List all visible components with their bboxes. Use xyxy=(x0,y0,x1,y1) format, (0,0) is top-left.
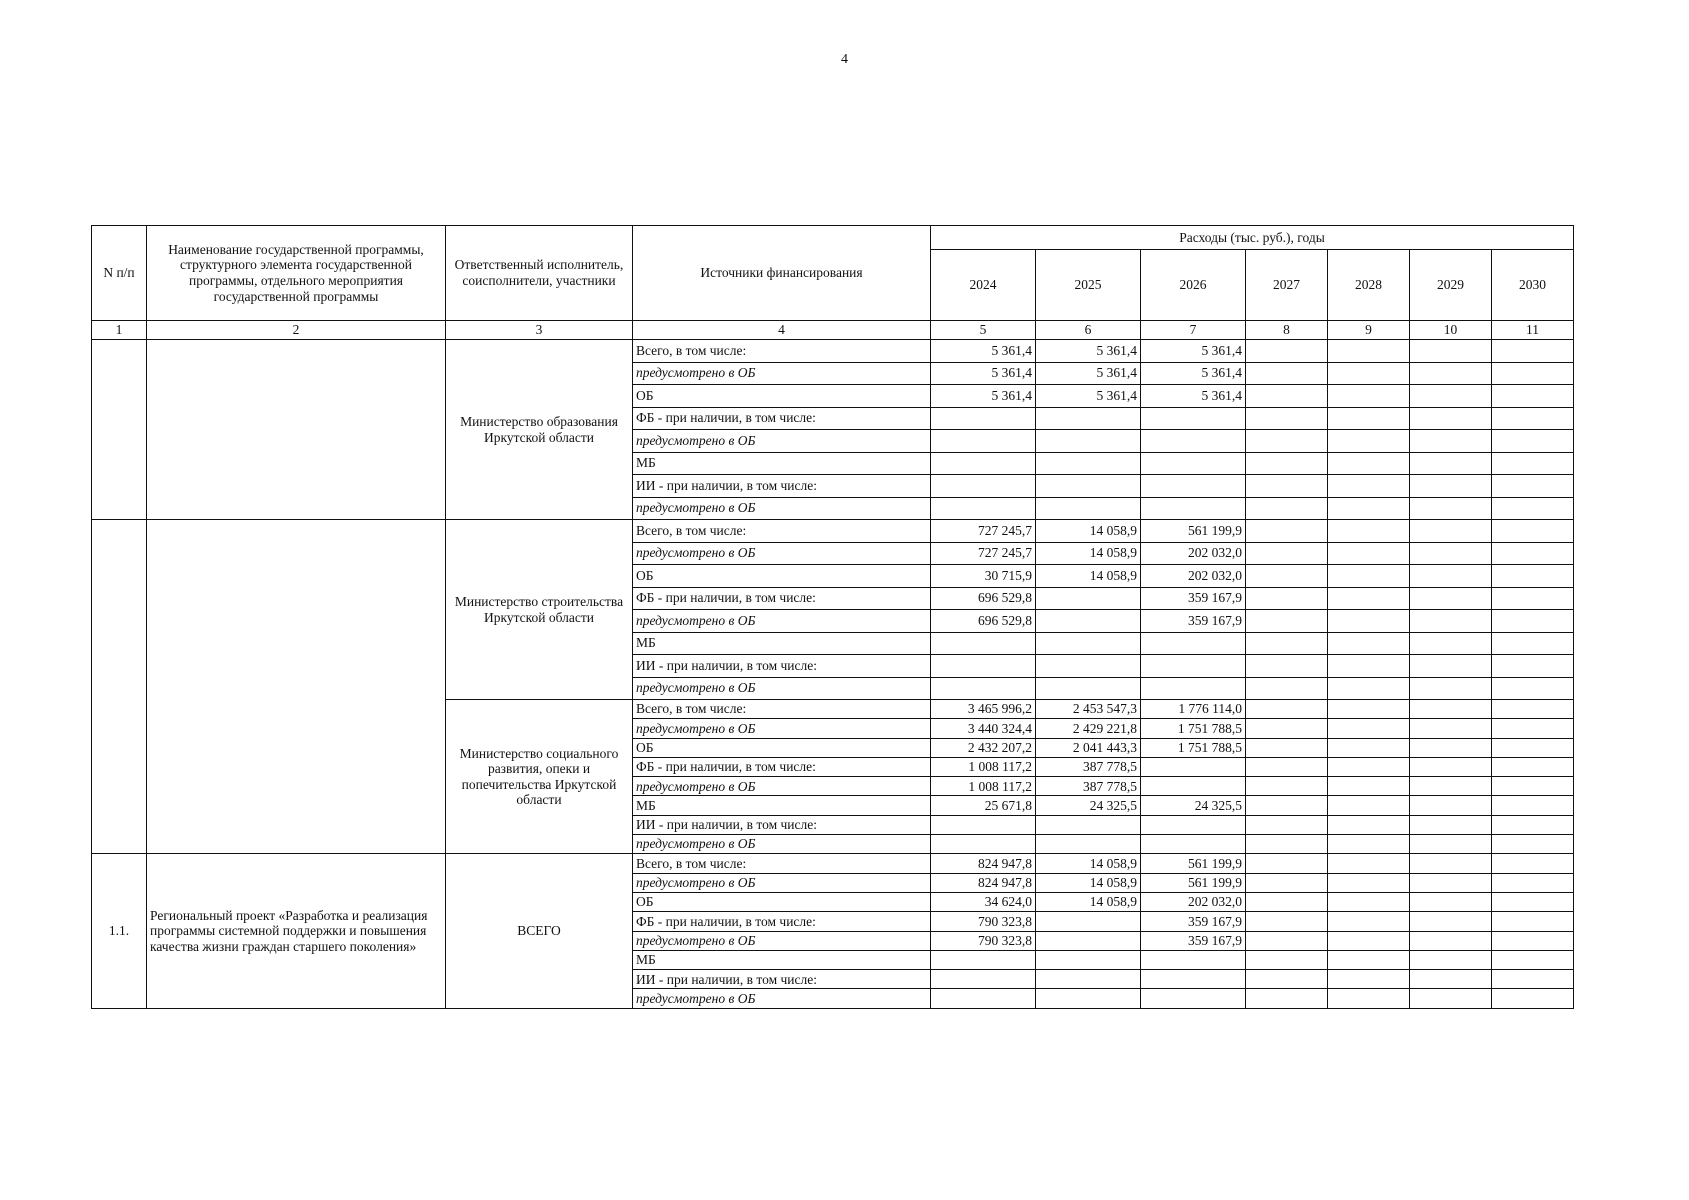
column-number: 4 xyxy=(633,321,931,340)
amount-cell xyxy=(1036,475,1141,498)
amount-cell: 696 529,8 xyxy=(931,610,1036,633)
amount-cell xyxy=(1246,340,1328,363)
funding-source: Всего, в том числе: xyxy=(633,340,931,363)
amount-cell xyxy=(1246,989,1328,1008)
amount-cell xyxy=(1492,407,1574,430)
amount-cell xyxy=(1410,452,1492,475)
amount-cell xyxy=(1246,970,1328,989)
amount-cell xyxy=(1141,430,1246,453)
amount-cell xyxy=(1246,542,1328,565)
amount-cell xyxy=(1036,632,1141,655)
amount-cell: 727 245,7 xyxy=(931,542,1036,565)
amount-cell xyxy=(1410,430,1492,453)
amount-cell xyxy=(1328,931,1410,950)
amount-cell xyxy=(1246,796,1328,815)
amount-cell xyxy=(1492,950,1574,969)
amount-cell xyxy=(1036,835,1141,854)
funding-source: ИИ - при наличии, в том числе: xyxy=(633,655,931,678)
amount-cell xyxy=(1410,520,1492,543)
amount-cell: 3 465 996,2 xyxy=(931,700,1036,719)
funding-source: предусмотрено в ОБ xyxy=(633,542,931,565)
amount-cell xyxy=(1410,757,1492,776)
amount-cell xyxy=(1328,452,1410,475)
amount-cell: 790 323,8 xyxy=(931,912,1036,931)
amount-cell xyxy=(931,430,1036,453)
column-number: 10 xyxy=(1410,321,1492,340)
amount-cell: 34 624,0 xyxy=(931,892,1036,911)
amount-cell xyxy=(1246,757,1328,776)
table-row xyxy=(92,340,1574,363)
funding-source: ФБ - при наличии, в том числе: xyxy=(633,407,931,430)
amount-cell xyxy=(1492,989,1574,1008)
funding-source: МБ xyxy=(633,950,931,969)
executor: Министерство строительства Иркутской области xyxy=(446,520,633,700)
amount-cell xyxy=(1492,520,1574,543)
amount-cell xyxy=(1492,655,1574,678)
amount-cell: 696 529,8 xyxy=(931,587,1036,610)
row-number: 1.1. xyxy=(92,854,147,1008)
amount-cell xyxy=(1492,892,1574,911)
amount-cell xyxy=(1328,497,1410,520)
amount-cell: 14 058,9 xyxy=(1036,542,1141,565)
funding-source: предусмотрено в ОБ xyxy=(633,430,931,453)
amount-cell: 790 323,8 xyxy=(931,931,1036,950)
amount-cell xyxy=(1328,610,1410,633)
funding-source: ИИ - при наличии, в том числе: xyxy=(633,815,931,834)
amount-cell xyxy=(1246,719,1328,738)
amount-cell xyxy=(1246,385,1328,408)
amount-cell xyxy=(1328,777,1410,796)
amount-cell xyxy=(1246,655,1328,678)
amount-cell xyxy=(931,632,1036,655)
amount-cell xyxy=(1410,912,1492,931)
amount-cell: 2 041 443,3 xyxy=(1036,738,1141,757)
amount-cell xyxy=(1410,632,1492,655)
amount-cell: 5 361,4 xyxy=(1036,340,1141,363)
amount-cell xyxy=(1410,565,1492,588)
amount-cell xyxy=(1328,565,1410,588)
amount-cell xyxy=(1246,931,1328,950)
amount-cell xyxy=(931,407,1036,430)
amount-cell xyxy=(1036,912,1141,931)
executor: Министерство образования Иркутской области xyxy=(446,340,633,520)
amount-cell: 2 429 221,8 xyxy=(1036,719,1141,738)
amount-cell xyxy=(1141,777,1246,796)
amount-cell xyxy=(1036,452,1141,475)
amount-cell xyxy=(1141,677,1246,700)
funding-source: Всего, в том числе: xyxy=(633,520,931,543)
header-number: N п/п xyxy=(92,226,147,321)
funding-source: МБ xyxy=(633,452,931,475)
amount-cell xyxy=(1492,719,1574,738)
amount-cell xyxy=(1246,475,1328,498)
funding-source: предусмотрено в ОБ xyxy=(633,777,931,796)
column-number: 9 xyxy=(1328,321,1410,340)
funding-source: предусмотрено в ОБ xyxy=(633,497,931,520)
amount-cell xyxy=(1141,970,1246,989)
amount-cell xyxy=(1328,873,1410,892)
amount-cell: 14 058,9 xyxy=(1036,565,1141,588)
row-number xyxy=(92,520,147,854)
amount-cell xyxy=(1141,475,1246,498)
header-year: 2029 xyxy=(1410,250,1492,321)
amount-cell xyxy=(1492,542,1574,565)
amount-cell xyxy=(1036,407,1141,430)
column-number: 7 xyxy=(1141,321,1246,340)
page-number: 4 xyxy=(841,52,848,67)
column-number: 5 xyxy=(931,321,1036,340)
amount-cell: 561 199,9 xyxy=(1141,873,1246,892)
header-year: 2030 xyxy=(1492,250,1574,321)
amount-cell: 14 058,9 xyxy=(1036,873,1141,892)
row-number xyxy=(92,340,147,520)
amount-cell xyxy=(1246,950,1328,969)
amount-cell xyxy=(1492,970,1574,989)
amount-cell xyxy=(1246,835,1328,854)
amount-cell xyxy=(1328,892,1410,911)
amount-cell xyxy=(1410,873,1492,892)
amount-cell xyxy=(1246,700,1328,719)
funding-source: предусмотрено в ОБ xyxy=(633,931,931,950)
amount-cell xyxy=(1328,950,1410,969)
amount-cell xyxy=(1246,777,1328,796)
amount-cell: 5 361,4 xyxy=(1141,385,1246,408)
amount-cell xyxy=(1410,655,1492,678)
amount-cell xyxy=(1492,610,1574,633)
amount-cell xyxy=(931,497,1036,520)
amount-cell xyxy=(1246,632,1328,655)
amount-cell: 5 361,4 xyxy=(931,340,1036,363)
amount-cell: 202 032,0 xyxy=(1141,565,1246,588)
amount-cell xyxy=(1141,757,1246,776)
amount-cell xyxy=(1410,835,1492,854)
table-row xyxy=(92,854,1574,873)
financing-table xyxy=(91,225,1574,1009)
amount-cell xyxy=(1492,385,1574,408)
amount-cell xyxy=(1410,738,1492,757)
amount-cell xyxy=(1410,854,1492,873)
amount-cell: 824 947,8 xyxy=(931,854,1036,873)
amount-cell xyxy=(1492,738,1574,757)
amount-cell xyxy=(1141,632,1246,655)
amount-cell xyxy=(1141,452,1246,475)
amount-cell xyxy=(1328,970,1410,989)
funding-source: предусмотрено в ОБ xyxy=(633,719,931,738)
amount-cell: 30 715,9 xyxy=(931,565,1036,588)
header-year: 2027 xyxy=(1246,250,1328,321)
amount-cell xyxy=(1492,815,1574,834)
amount-cell: 359 167,9 xyxy=(1141,610,1246,633)
amount-cell: 202 032,0 xyxy=(1141,892,1246,911)
amount-cell xyxy=(1246,587,1328,610)
amount-cell xyxy=(1328,542,1410,565)
amount-cell xyxy=(1328,430,1410,453)
program-name xyxy=(147,520,446,854)
funding-source: ИИ - при наличии, в том числе: xyxy=(633,970,931,989)
amount-cell xyxy=(1246,520,1328,543)
amount-cell xyxy=(1410,610,1492,633)
amount-cell xyxy=(1246,677,1328,700)
amount-cell xyxy=(1410,385,1492,408)
funding-source: ОБ xyxy=(633,565,931,588)
amount-cell xyxy=(931,452,1036,475)
executor: ВСЕГО xyxy=(446,854,633,1008)
funding-source: Всего, в том числе: xyxy=(633,700,931,719)
amount-cell xyxy=(1328,587,1410,610)
amount-cell xyxy=(1492,565,1574,588)
amount-cell xyxy=(1492,796,1574,815)
header-expenses: Расходы (тыс. руб.), годы xyxy=(931,226,1574,250)
amount-cell xyxy=(1492,632,1574,655)
amount-cell xyxy=(1141,497,1246,520)
amount-cell xyxy=(1328,719,1410,738)
amount-cell xyxy=(1036,815,1141,834)
amount-cell xyxy=(931,970,1036,989)
amount-cell xyxy=(1246,362,1328,385)
amount-cell xyxy=(1246,610,1328,633)
amount-cell xyxy=(1410,677,1492,700)
amount-cell xyxy=(1492,700,1574,719)
amount-cell xyxy=(1141,407,1246,430)
amount-cell xyxy=(1246,565,1328,588)
amount-cell: 5 361,4 xyxy=(931,362,1036,385)
amount-cell xyxy=(1492,777,1574,796)
amount-cell xyxy=(1410,340,1492,363)
amount-cell xyxy=(1328,700,1410,719)
amount-cell xyxy=(1410,587,1492,610)
amount-cell xyxy=(1246,815,1328,834)
amount-cell xyxy=(931,835,1036,854)
amount-cell xyxy=(1328,738,1410,757)
amount-cell xyxy=(1492,912,1574,931)
funding-source: МБ xyxy=(633,796,931,815)
amount-cell xyxy=(1410,815,1492,834)
amount-cell xyxy=(1036,931,1141,950)
amount-cell xyxy=(1246,738,1328,757)
header-executor: Ответственный исполнитель, соисполнители, участники xyxy=(446,226,633,321)
table-row xyxy=(92,520,1574,543)
amount-cell xyxy=(1410,777,1492,796)
amount-cell: 2 453 547,3 xyxy=(1036,700,1141,719)
amount-cell xyxy=(1328,757,1410,776)
column-number: 2 xyxy=(147,321,446,340)
amount-cell xyxy=(1492,931,1574,950)
amount-cell xyxy=(1036,989,1141,1008)
amount-cell: 1 008 117,2 xyxy=(931,757,1036,776)
funding-source: предусмотрено в ОБ xyxy=(633,610,931,633)
column-number: 8 xyxy=(1246,321,1328,340)
amount-cell xyxy=(1410,475,1492,498)
funding-source: ФБ - при наличии, в том числе: xyxy=(633,587,931,610)
executor: Министерство социального развития, опеки и попечительства Иркутской области xyxy=(446,700,633,854)
funding-source: предусмотрено в ОБ xyxy=(633,873,931,892)
amount-cell xyxy=(931,655,1036,678)
amount-cell xyxy=(1410,700,1492,719)
header-year: 2025 xyxy=(1036,250,1141,321)
amount-cell xyxy=(1036,497,1141,520)
amount-cell xyxy=(1246,407,1328,430)
amount-cell xyxy=(1036,677,1141,700)
amount-cell xyxy=(1036,430,1141,453)
amount-cell xyxy=(1410,892,1492,911)
amount-cell: 14 058,9 xyxy=(1036,892,1141,911)
amount-cell: 824 947,8 xyxy=(931,873,1036,892)
amount-cell xyxy=(1410,970,1492,989)
amount-cell xyxy=(931,989,1036,1008)
header-program-name: Наименование государственной программы, структурного элемента государственной программы, отдельного мероприятия государственной программы xyxy=(147,226,446,321)
amount-cell xyxy=(1492,475,1574,498)
amount-cell: 561 199,9 xyxy=(1141,854,1246,873)
amount-cell xyxy=(1246,873,1328,892)
amount-cell: 359 167,9 xyxy=(1141,931,1246,950)
header-year: 2028 xyxy=(1328,250,1410,321)
program-name: Региональный проект «Разработка и реализация программы системной поддержки и повышения качества жизни граждан старшего поколения» xyxy=(147,854,446,1008)
amount-cell xyxy=(1328,854,1410,873)
amount-cell: 5 361,4 xyxy=(1036,362,1141,385)
amount-cell xyxy=(1246,430,1328,453)
amount-cell xyxy=(1328,385,1410,408)
amount-cell: 1 751 788,5 xyxy=(1141,738,1246,757)
amount-cell xyxy=(931,475,1036,498)
amount-cell: 387 778,5 xyxy=(1036,757,1141,776)
header-year: 2026 xyxy=(1141,250,1246,321)
amount-cell xyxy=(1410,497,1492,520)
amount-cell: 24 325,5 xyxy=(1141,796,1246,815)
amount-cell xyxy=(1410,950,1492,969)
amount-cell xyxy=(1328,815,1410,834)
amount-cell xyxy=(1141,655,1246,678)
funding-source: Всего, в том числе: xyxy=(633,854,931,873)
amount-cell xyxy=(1328,520,1410,543)
amount-cell: 5 361,4 xyxy=(1141,340,1246,363)
funding-source: ОБ xyxy=(633,385,931,408)
amount-cell: 387 778,5 xyxy=(1036,777,1141,796)
column-number: 3 xyxy=(446,321,633,340)
amount-cell: 2 432 207,2 xyxy=(931,738,1036,757)
amount-cell xyxy=(1036,587,1141,610)
amount-cell: 1 008 117,2 xyxy=(931,777,1036,796)
amount-cell: 5 361,4 xyxy=(1141,362,1246,385)
amount-cell: 24 325,5 xyxy=(1036,796,1141,815)
amount-cell xyxy=(1492,677,1574,700)
amount-cell xyxy=(1246,497,1328,520)
amount-cell: 25 671,8 xyxy=(931,796,1036,815)
amount-cell: 727 245,7 xyxy=(931,520,1036,543)
amount-cell xyxy=(1410,989,1492,1008)
amount-cell xyxy=(1492,340,1574,363)
amount-cell xyxy=(1492,873,1574,892)
amount-cell xyxy=(1492,757,1574,776)
amount-cell: 14 058,9 xyxy=(1036,520,1141,543)
column-number: 11 xyxy=(1492,321,1574,340)
amount-cell xyxy=(1492,835,1574,854)
amount-cell xyxy=(1328,796,1410,815)
funding-source: предусмотрено в ОБ xyxy=(633,677,931,700)
amount-cell: 5 361,4 xyxy=(1036,385,1141,408)
amount-cell xyxy=(1492,430,1574,453)
funding-source: предусмотрено в ОБ xyxy=(633,989,931,1008)
amount-cell: 14 058,9 xyxy=(1036,854,1141,873)
header-funding-source: Источники финансирования xyxy=(633,226,931,321)
amount-cell xyxy=(1410,931,1492,950)
amount-cell xyxy=(1328,835,1410,854)
amount-cell: 1 751 788,5 xyxy=(1141,719,1246,738)
amount-cell xyxy=(1328,912,1410,931)
amount-cell xyxy=(931,950,1036,969)
funding-source: ИИ - при наличии, в том числе: xyxy=(633,475,931,498)
funding-source: предусмотрено в ОБ xyxy=(633,835,931,854)
amount-cell xyxy=(1141,835,1246,854)
amount-cell xyxy=(1328,632,1410,655)
amount-cell xyxy=(1246,912,1328,931)
amount-cell xyxy=(1492,497,1574,520)
amount-cell: 359 167,9 xyxy=(1141,587,1246,610)
amount-cell xyxy=(1410,407,1492,430)
amount-cell xyxy=(1036,610,1141,633)
amount-cell xyxy=(1328,989,1410,1008)
amount-cell xyxy=(1328,340,1410,363)
amount-cell xyxy=(1328,407,1410,430)
amount-cell xyxy=(931,815,1036,834)
amount-cell xyxy=(1492,587,1574,610)
amount-cell xyxy=(1036,970,1141,989)
amount-cell: 202 032,0 xyxy=(1141,542,1246,565)
column-number: 1 xyxy=(92,321,147,340)
funding-source: предусмотрено в ОБ xyxy=(633,362,931,385)
amount-cell xyxy=(1246,452,1328,475)
amount-cell: 3 440 324,4 xyxy=(931,719,1036,738)
amount-cell: 5 361,4 xyxy=(931,385,1036,408)
amount-cell xyxy=(931,677,1036,700)
amount-cell xyxy=(1246,854,1328,873)
amount-cell xyxy=(1492,854,1574,873)
amount-cell xyxy=(1141,950,1246,969)
amount-cell xyxy=(1036,655,1141,678)
funding-source: ОБ xyxy=(633,892,931,911)
amount-cell: 1 776 114,0 xyxy=(1141,700,1246,719)
amount-cell xyxy=(1410,362,1492,385)
amount-cell xyxy=(1492,452,1574,475)
funding-source: ОБ xyxy=(633,738,931,757)
funding-source: ФБ - при наличии, в том числе: xyxy=(633,912,931,931)
amount-cell xyxy=(1328,655,1410,678)
amount-cell xyxy=(1036,950,1141,969)
funding-source: МБ xyxy=(633,632,931,655)
program-name xyxy=(147,340,446,520)
funding-source: ФБ - при наличии, в том числе: xyxy=(633,757,931,776)
amount-cell xyxy=(1328,362,1410,385)
amount-cell xyxy=(1141,815,1246,834)
amount-cell xyxy=(1492,362,1574,385)
amount-cell xyxy=(1246,892,1328,911)
amount-cell xyxy=(1141,989,1246,1008)
amount-cell xyxy=(1410,542,1492,565)
amount-cell: 561 199,9 xyxy=(1141,520,1246,543)
amount-cell xyxy=(1410,796,1492,815)
column-number: 6 xyxy=(1036,321,1141,340)
amount-cell xyxy=(1328,475,1410,498)
header-year: 2024 xyxy=(931,250,1036,321)
amount-cell xyxy=(1410,719,1492,738)
amount-cell: 359 167,9 xyxy=(1141,912,1246,931)
amount-cell xyxy=(1328,677,1410,700)
